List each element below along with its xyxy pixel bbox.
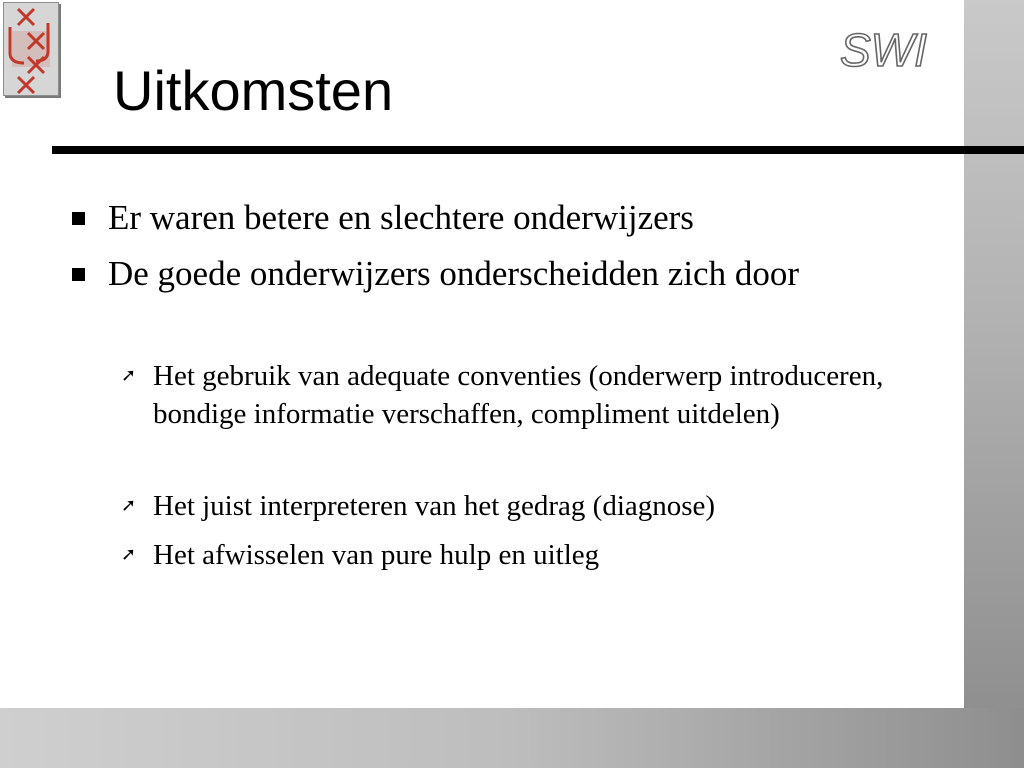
square-bullet-icon	[72, 268, 85, 281]
swi-logo	[838, 20, 950, 76]
bullet-text: Er waren betere en slechtere onderwijzers	[108, 198, 694, 237]
arrow-up-right-icon: ➚	[121, 495, 137, 516]
uva-crosses-icon	[4, 3, 58, 95]
sub-bullet-item	[121, 536, 923, 574]
uva-logo	[3, 2, 59, 96]
svg-text:SWI: SWI	[840, 24, 927, 76]
sub-bullet-item	[121, 357, 923, 433]
swi-logo-icon	[838, 20, 950, 76]
bullet-item	[108, 194, 928, 242]
arrow-up-right-icon: ➚	[121, 365, 137, 386]
sub-bullet-item	[121, 487, 923, 525]
slide-shadow-bottom	[0, 708, 1024, 768]
title-divider	[52, 146, 1024, 154]
sub-bullet-text: Het afwisselen van pure hulp en uitleg	[153, 539, 600, 571]
slide-shadow-right	[964, 0, 1024, 768]
square-bullet-icon	[72, 212, 85, 225]
bullet-text: De goede onderwijzers onderscheidden zich door	[108, 254, 799, 293]
sub-bullet-text: Het gebruik van adequate conventies (onderwerp introduceren, bondige informatie verschaffen, compliment uitdelen)	[153, 360, 884, 430]
slide-title: Uitkomsten	[113, 59, 394, 122]
bullet-item	[108, 250, 928, 298]
sub-bullet-text: Het juist interpreteren van het gedrag (diagnose)	[153, 490, 716, 522]
arrow-up-right-icon: ➚	[121, 544, 137, 565]
